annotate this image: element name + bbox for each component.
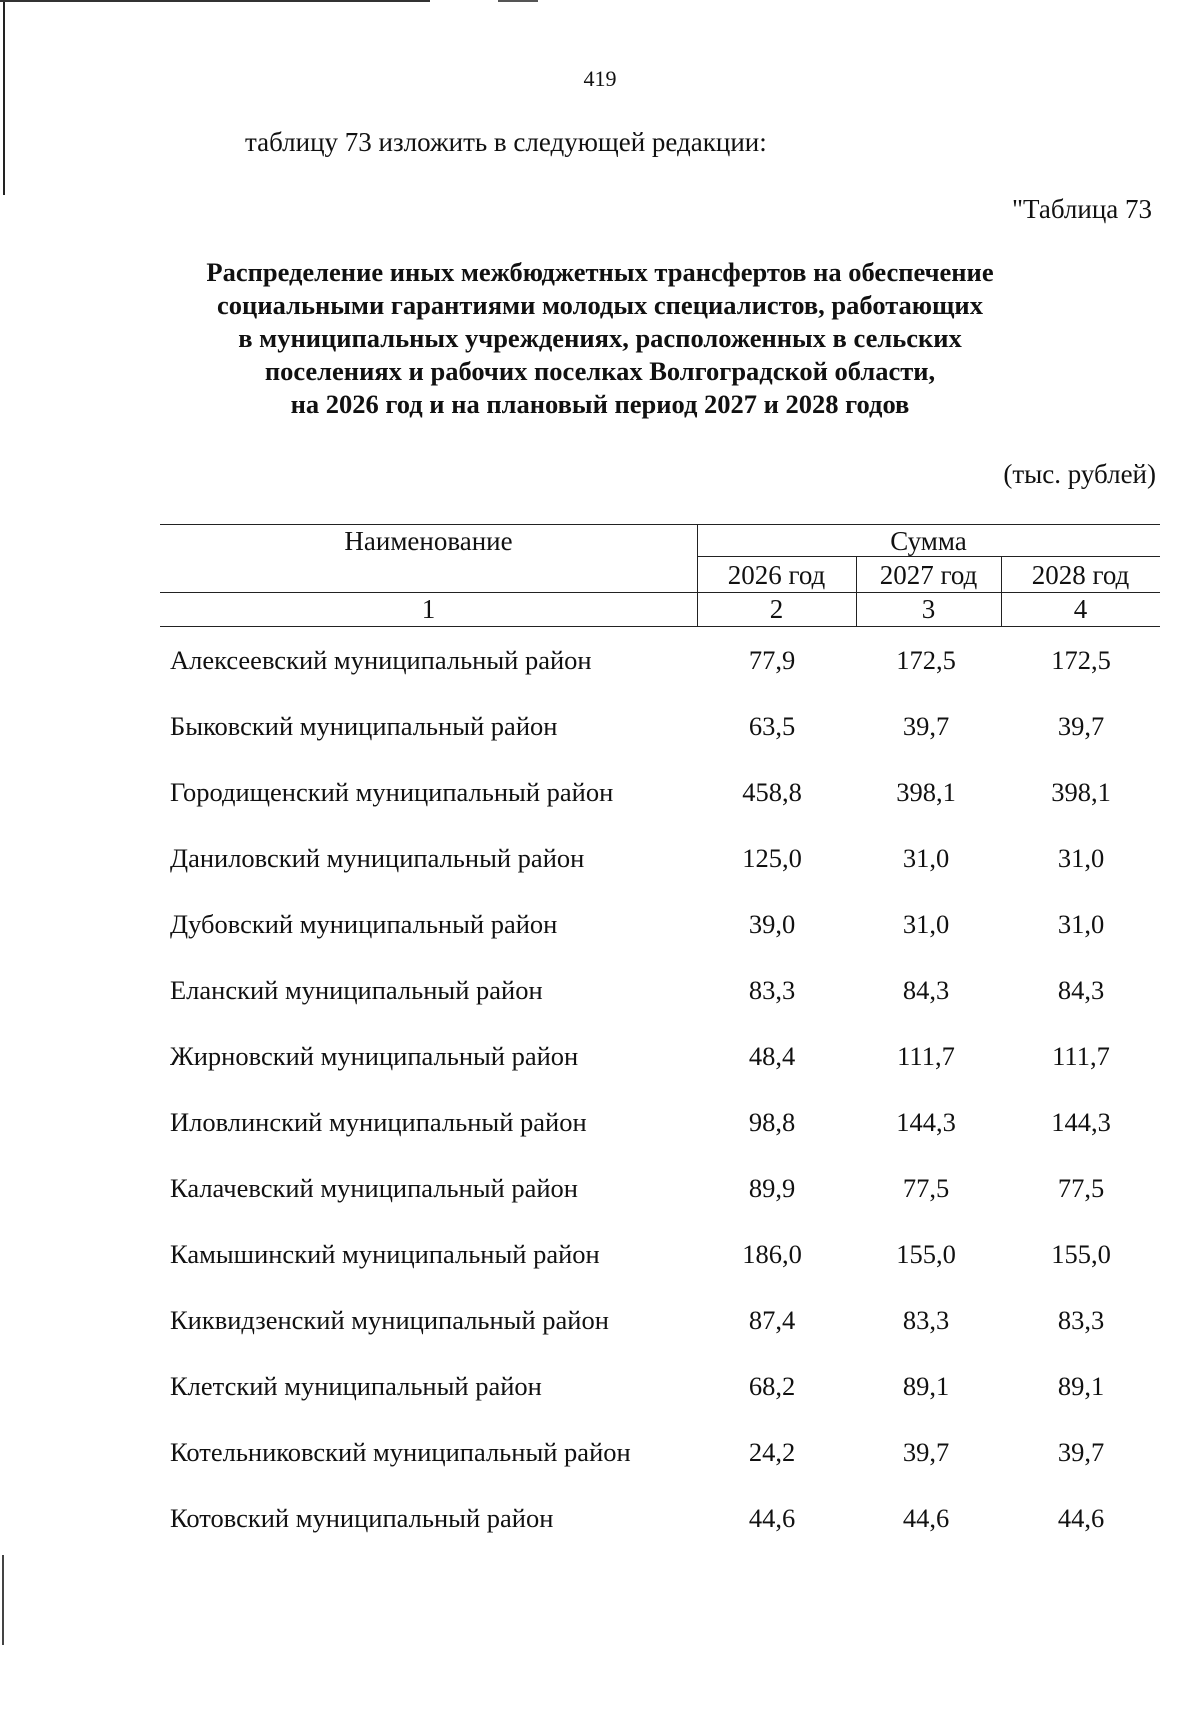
table-row <box>160 1170 1160 1236</box>
row-value-2026: 48,4 <box>748 1041 796 1071</box>
table-row <box>160 1236 1160 1302</box>
row-name: Еланский муниципальный район <box>170 975 543 1005</box>
row-value-2026: 68,2 <box>748 1371 796 1401</box>
row-value-2027: 31,0 <box>902 843 950 873</box>
row-value-2027: 111,7 <box>897 1041 955 1071</box>
header-sum-rule <box>697 556 1160 557</box>
table-row <box>160 708 1160 774</box>
header-col-number: 3 <box>921 594 936 624</box>
data-table <box>160 642 1160 1566</box>
header-col-number: 1 <box>421 594 436 624</box>
row-value-2028: 39,7 <box>1057 1437 1105 1467</box>
scan-edge-mark <box>3 0 5 195</box>
row-name: Быковский муниципальный район <box>170 711 558 741</box>
row-value-2026: 63,5 <box>748 711 796 741</box>
row-name: Киквидзенский муниципальный район <box>170 1305 609 1335</box>
row-name: Камышинский муниципальный район <box>170 1239 600 1269</box>
title-line: поселениях и рабочих поселках Волгоградской области, <box>264 356 936 386</box>
row-value-2028: 398,1 <box>1051 777 1111 807</box>
title-line: на 2026 год и на плановый период 2027 и 2028 годов <box>290 389 910 419</box>
row-value-2027: 77,5 <box>902 1173 950 1203</box>
title-line: Распределение иных межбюджетных трансфертов на обеспечение <box>206 257 994 287</box>
row-value-2028: 31,0 <box>1057 909 1105 939</box>
table-row <box>160 1368 1160 1434</box>
header-name: Наименование <box>344 526 513 556</box>
table-row <box>160 1038 1160 1104</box>
row-value-2028: 84,3 <box>1057 975 1105 1005</box>
row-value-2027: 172,5 <box>896 645 956 675</box>
table-caption: "Таблица 73 <box>1012 194 1152 224</box>
row-value-2027: 39,7 <box>902 1437 950 1467</box>
title-line: социальными гарантиями молодых специалистов, работающих <box>217 290 983 320</box>
page-number: 419 <box>583 66 617 91</box>
units-label: (тыс. рублей) <box>1003 459 1156 489</box>
header-bottom-rule <box>160 626 1160 627</box>
row-value-2028: 77,5 <box>1057 1173 1105 1203</box>
row-name: Даниловский муниципальный район <box>170 843 585 873</box>
row-value-2028: 39,7 <box>1057 711 1105 741</box>
row-value-2027: 44,6 <box>902 1503 950 1533</box>
row-value-2028: 111,7 <box>1052 1041 1110 1071</box>
table-row <box>160 1500 1160 1566</box>
row-value-2026: 77,9 <box>748 645 796 675</box>
row-value-2026: 186,0 <box>742 1239 802 1269</box>
header-col-number: 4 <box>1073 594 1088 624</box>
intro-text: таблицу 73 изложить в следующей редакции: <box>245 127 767 157</box>
table-row <box>160 642 1160 708</box>
row-name: Алексеевский муниципальный район <box>170 645 592 675</box>
row-value-2026: 44,6 <box>748 1503 796 1533</box>
row-value-2026: 98,8 <box>748 1107 796 1137</box>
table-row <box>160 906 1160 972</box>
row-value-2028: 172,5 <box>1051 645 1111 675</box>
row-value-2026: 83,3 <box>748 975 796 1005</box>
header-year-2027: 2027 год <box>879 560 978 590</box>
row-name: Котельниковский муниципальный район <box>170 1437 631 1467</box>
row-value-2028: 155,0 <box>1051 1239 1111 1269</box>
row-name: Котовский муниципальный район <box>170 1503 554 1533</box>
header-year-2028: 2028 год <box>1031 560 1130 590</box>
row-name: Иловлинский муниципальный район <box>170 1107 587 1137</box>
row-name: Городищенский муниципальный район <box>170 777 614 807</box>
row-name: Жирновский муниципальный район <box>170 1041 579 1071</box>
row-value-2027: 155,0 <box>896 1239 956 1269</box>
table-row <box>160 840 1160 906</box>
row-value-2026: 89,9 <box>748 1173 796 1203</box>
row-value-2026: 87,4 <box>748 1305 796 1335</box>
table-row <box>160 1434 1160 1500</box>
table-row <box>160 972 1160 1038</box>
row-value-2028: 83,3 <box>1057 1305 1105 1335</box>
row-value-2028: 89,1 <box>1057 1371 1105 1401</box>
row-value-2026: 125,0 <box>742 843 802 873</box>
row-value-2027: 398,1 <box>896 777 956 807</box>
row-value-2028: 144,3 <box>1051 1107 1111 1137</box>
row-value-2027: 83,3 <box>902 1305 950 1335</box>
table-row <box>160 1302 1160 1368</box>
header-year-2026: 2026 год <box>727 560 826 590</box>
row-value-2026: 39,0 <box>748 909 796 939</box>
row-name: Калачевский муниципальный район <box>170 1173 578 1203</box>
row-value-2026: 458,8 <box>742 777 802 807</box>
row-name: Дубовский муниципальный район <box>170 909 558 939</box>
header-top-rule <box>160 524 1160 525</box>
document-title <box>160 256 1040 421</box>
row-value-2028: 31,0 <box>1057 843 1105 873</box>
scan-edge-mark <box>2 1555 4 1645</box>
row-value-2027: 31,0 <box>902 909 950 939</box>
row-value-2027: 39,7 <box>902 711 950 741</box>
row-value-2027: 144,3 <box>896 1107 956 1137</box>
row-value-2026: 24,2 <box>748 1437 796 1467</box>
row-value-2027: 84,3 <box>902 975 950 1005</box>
header-mid-rule <box>160 592 1160 593</box>
table-row <box>160 774 1160 840</box>
row-name: Клетский муниципальный район <box>170 1371 542 1401</box>
scan-edge-mark <box>498 0 538 2</box>
header-sum: Сумма <box>890 526 967 556</box>
title-line: в муниципальных учреждениях, расположенных в сельских <box>238 323 962 353</box>
row-value-2027: 89,1 <box>902 1371 950 1401</box>
header-col-number: 2 <box>769 594 784 624</box>
table-row <box>160 1104 1160 1170</box>
row-value-2028: 44,6 <box>1057 1503 1105 1533</box>
scan-edge-mark <box>0 0 430 2</box>
